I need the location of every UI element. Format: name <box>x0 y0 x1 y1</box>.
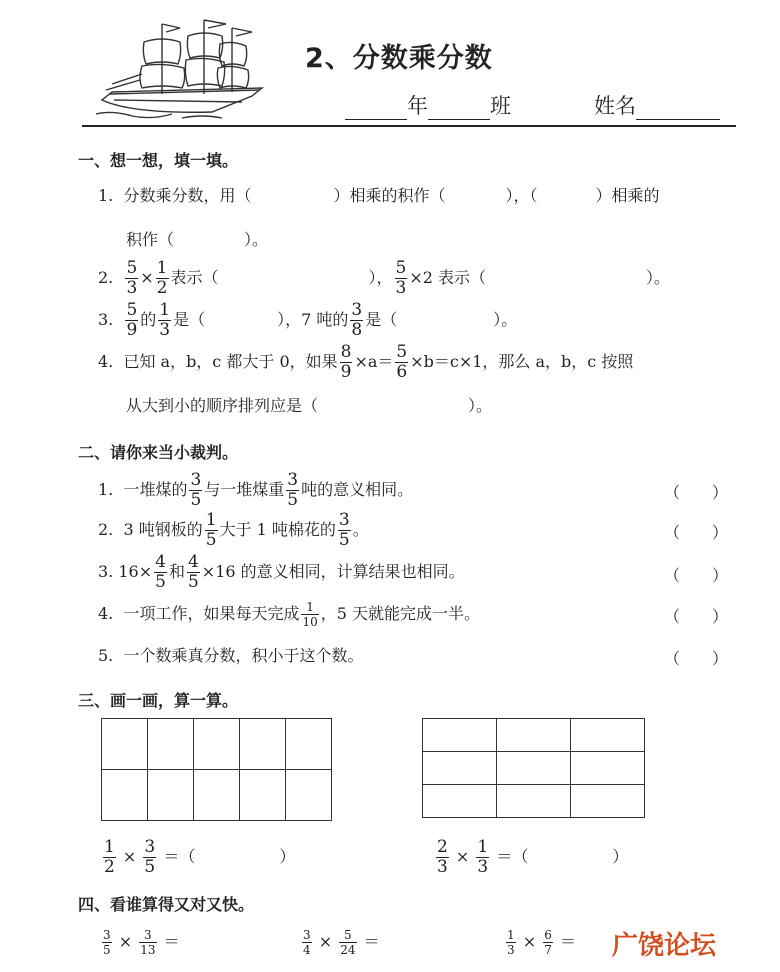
grade-label: 年 <box>407 94 428 118</box>
fraction: $\frac{1}{5}$ <box>205 509 217 550</box>
fraction: $\frac{3}{13}$ <box>140 927 156 957</box>
fraction: $\frac{5}{3}$ <box>126 257 138 298</box>
s1-q1-line1: 1. 分数乘分数，用（ ）相乘的积作（ ），（ ）相乘的 <box>98 186 660 205</box>
fraction: $\frac{1}{2}$ <box>104 836 115 877</box>
s4-item-1: $\frac{3}{5}$ × $\frac{3}{13}$ ＝ <box>103 927 180 957</box>
fraction: $\frac{5}{6}$ <box>396 341 408 382</box>
fraction: $\frac{8}{9}$ <box>340 341 352 382</box>
fraction: $\frac{2}{3}$ <box>437 836 448 877</box>
s1-q1-line2: 积作（ ）。 <box>126 230 269 249</box>
s1-q4-line1: 4. 已知 a，b，c 都大于 0，如果 $\frac{8}{9}$ ×a＝ $\frac{5}{6}$ ×b＝c×1，那么 a，b，c 按照 <box>98 341 634 382</box>
fraction: $\frac{5}{9}$ <box>126 299 138 340</box>
s2-q3: 3. 16× $\frac{4}{5}$ 和 $\frac{4}{5}$ ×16 的意义相同，计算结果也相同。 <box>98 551 465 592</box>
judge-paren-3[interactable]: （ ） <box>664 566 729 585</box>
header-divider <box>82 125 736 127</box>
section1-heading: 一、想一想，填一填。 <box>78 151 239 170</box>
draw-grid-left[interactable] <box>101 718 332 821</box>
grade-class-line <box>345 90 511 120</box>
section2-heading: 二、请你来当小裁判。 <box>78 443 239 462</box>
s1-q4-line2: 从大到小的顺序排列应是（ ）。 <box>126 396 493 415</box>
judge-paren-1[interactable]: （ ） <box>664 483 729 502</box>
name-blank[interactable] <box>636 99 720 120</box>
fraction: $\frac{6}{7}$ <box>544 927 552 957</box>
section3-heading: 三、画一画，算一算。 <box>78 691 239 710</box>
forum-watermark-logo: 广饶论坛 <box>612 931 717 961</box>
class-blank[interactable] <box>428 99 490 120</box>
s4-item-3: $\frac{1}{3}$ × $\frac{6}{7}$ ＝ <box>507 927 576 957</box>
ship-illustration <box>92 14 282 126</box>
fraction: $\frac{3}{5}$ <box>144 836 156 877</box>
fraction: $\frac{3}{5}$ <box>190 469 202 510</box>
s1-q2: 2. $\frac{5}{3}$ × $\frac{1}{2}$ 表示（ ）， $\frac{5}{3}$ ×2 表示（ ）。 <box>98 257 671 298</box>
fraction: $\frac{4}{5}$ <box>187 551 199 592</box>
fraction: $\frac{1}{3}$ <box>507 927 515 957</box>
s2-q4: 4. 一项工作，如果每天完成 $\frac{1}{10}$ ，5 天就能完成一半。 <box>98 599 481 629</box>
page-title: 2、分数乘分数 <box>305 43 493 74</box>
fraction: $\frac{1}{3}$ <box>159 299 171 340</box>
name-label: 姓名 <box>594 94 636 118</box>
s1-q3: 3. $\frac{5}{9}$ 的 $\frac{1}{3}$ 是（ ），7 吨的 $\frac{3}{8}$ 是（ ）。 <box>98 299 518 340</box>
fraction: $\frac{1}{2}$ <box>156 257 168 298</box>
judge-paren-2[interactable]: （ ） <box>664 523 729 542</box>
fraction: $\frac{3}{4}$ <box>303 927 311 957</box>
s3-left-expr: $\frac{1}{2}$ × $\frac{3}{5}$ ＝（ ） <box>104 836 296 877</box>
judge-paren-4[interactable]: （ ） <box>664 607 729 626</box>
name-line <box>594 90 720 120</box>
fraction: $\frac{4}{5}$ <box>155 551 166 592</box>
fraction: $\frac{3}{5}$ <box>338 509 350 550</box>
judge-paren-5[interactable]: （ ） <box>664 649 729 668</box>
section4-heading: 四、看谁算得又对又快。 <box>78 895 255 914</box>
s4-item-2: $\frac{3}{4}$ × $\frac{5}{24}$ ＝ <box>303 927 380 957</box>
grade-blank[interactable] <box>345 99 407 120</box>
fraction: $\frac{1}{10}$ <box>302 599 318 629</box>
s2-q2: 2. 3 吨钢板的 $\frac{1}{5}$ 大于 1 吨棉花的 $\frac{3}{5}$ 。 <box>98 509 369 550</box>
s2-q1: 1. 一堆煤的 $\frac{3}{5}$ 与一堆煤重 $\frac{3}{5}$ 吨的意义相同。 <box>98 469 414 510</box>
fraction: $\frac{5}{24}$ <box>340 927 356 957</box>
draw-grid-right[interactable] <box>422 718 645 818</box>
fraction: $\frac{3}{5}$ <box>287 469 299 510</box>
class-label: 班 <box>490 94 511 118</box>
s2-q5: 5. 一个数乘真分数，积小于这个数。 <box>98 646 364 665</box>
fraction: $\frac{5}{3}$ <box>395 257 407 298</box>
fraction: $\frac{1}{3}$ <box>477 836 489 877</box>
fraction: $\frac{3}{5}$ <box>103 927 111 957</box>
fraction: $\frac{3}{8}$ <box>351 299 363 340</box>
s3-right-expr: $\frac{2}{3}$ × $\frac{1}{3}$ ＝（ ） <box>437 836 629 877</box>
